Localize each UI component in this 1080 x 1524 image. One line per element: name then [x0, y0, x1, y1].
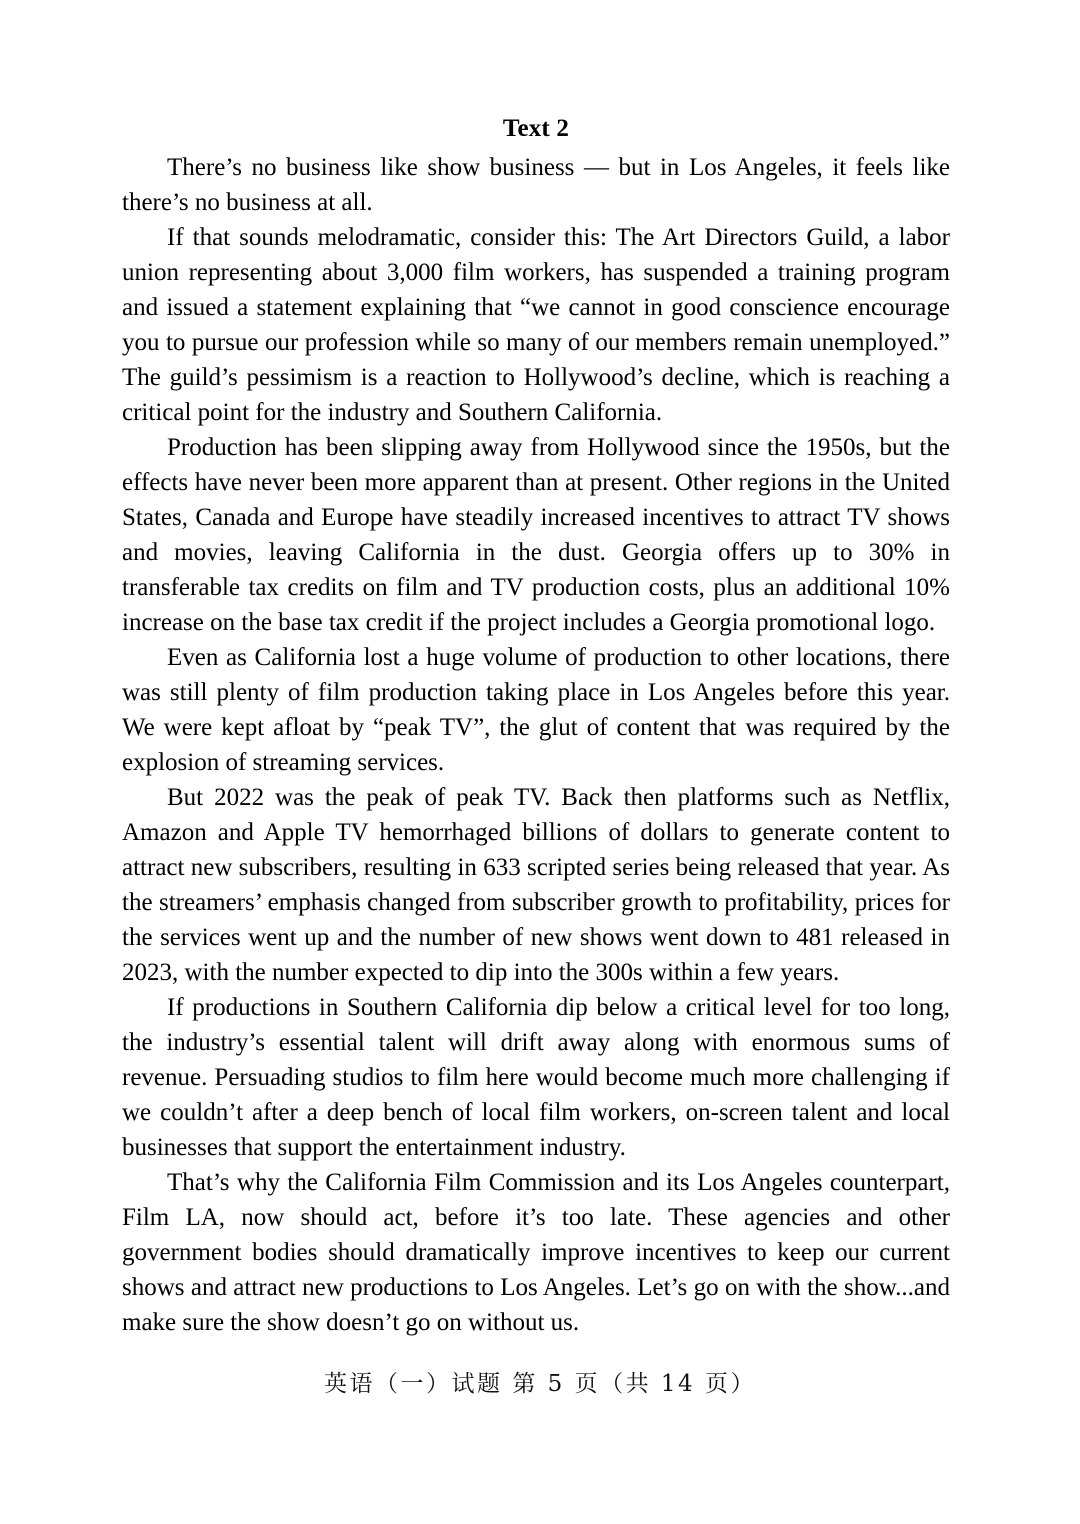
paragraph-2: If that sounds melodramatic, consider this: The Art Directors Guild, a labor union representing about 3,000 film workers, has suspended a training program and issued a statement explaining that “we cannot in good conscience encourage you to pursue our profession while so many of our members remain unemployed.” The guild’s pessimism is a reaction to Hollywood’s decline, which is reaching a critical point for the industry and Southern California.	[122, 224, 950, 426]
text-body	[122, 112, 950, 1340]
paragraph-5: But 2022 was the peak of peak TV. Back then platforms such as Netflix, Amazon and Apple TV hemorrhaged billions of dollars to generate content to attract new subscribers, resulting in 633 scripted series being released that year. As the streamers’ emphasis changed from subscriber growth to profitability, prices for the services went up and the number of new shows went down to 481 released in 2023, with the number expected to dip into the 300s within a few years.	[122, 784, 950, 986]
paragraph-3: Production has been slipping away from Hollywood since the 1950s, but the effects have never been more apparent than at present. Other regions in the United States, Canada and Europe have steadily increased incentives to attract TV shows and movies, leaving California in the dust. Georgia offers up to 30% in transferable tax credits on film and TV production costs, plus an additional 10% increase on the base tax credit if the project includes a Georgia promotional logo.	[122, 434, 950, 636]
paragraph-7: That’s why the California Film Commission and its Los Angeles counterpart, Film LA, now should act, before it’s too late. These agencies and other government bodies should dramatically improve incentives to keep our current shows and attract new productions to Los Angeles. Let’s go on with the show...and make sure the show doesn’t go on without us.	[122, 1169, 950, 1336]
paragraph-1: There’s no business like show business — but in Los Angeles, it feels like there’s no business at all.	[122, 154, 950, 216]
paragraph-4: Even as California lost a huge volume of production to other locations, there was still plenty of film production taking place in Los Angeles before this year. We were kept afloat by “peak TV”, the glut of content that was required by the explosion of streaming services.	[122, 644, 950, 776]
page-footer: 英语（一）试题 第 5 页（共 14 页）	[324, 1371, 756, 1397]
page-title: Text 2	[502, 115, 570, 142]
paragraph-6: If productions in Southern California dip below a critical level for too long, the industry’s essential talent will drift away along with enormous sums of revenue. Persuading studios to film here would become much more challenging if we couldn’t after a deep bench of local film workers, on-screen talent and local businesses that support the entertainment industry.	[122, 994, 950, 1161]
